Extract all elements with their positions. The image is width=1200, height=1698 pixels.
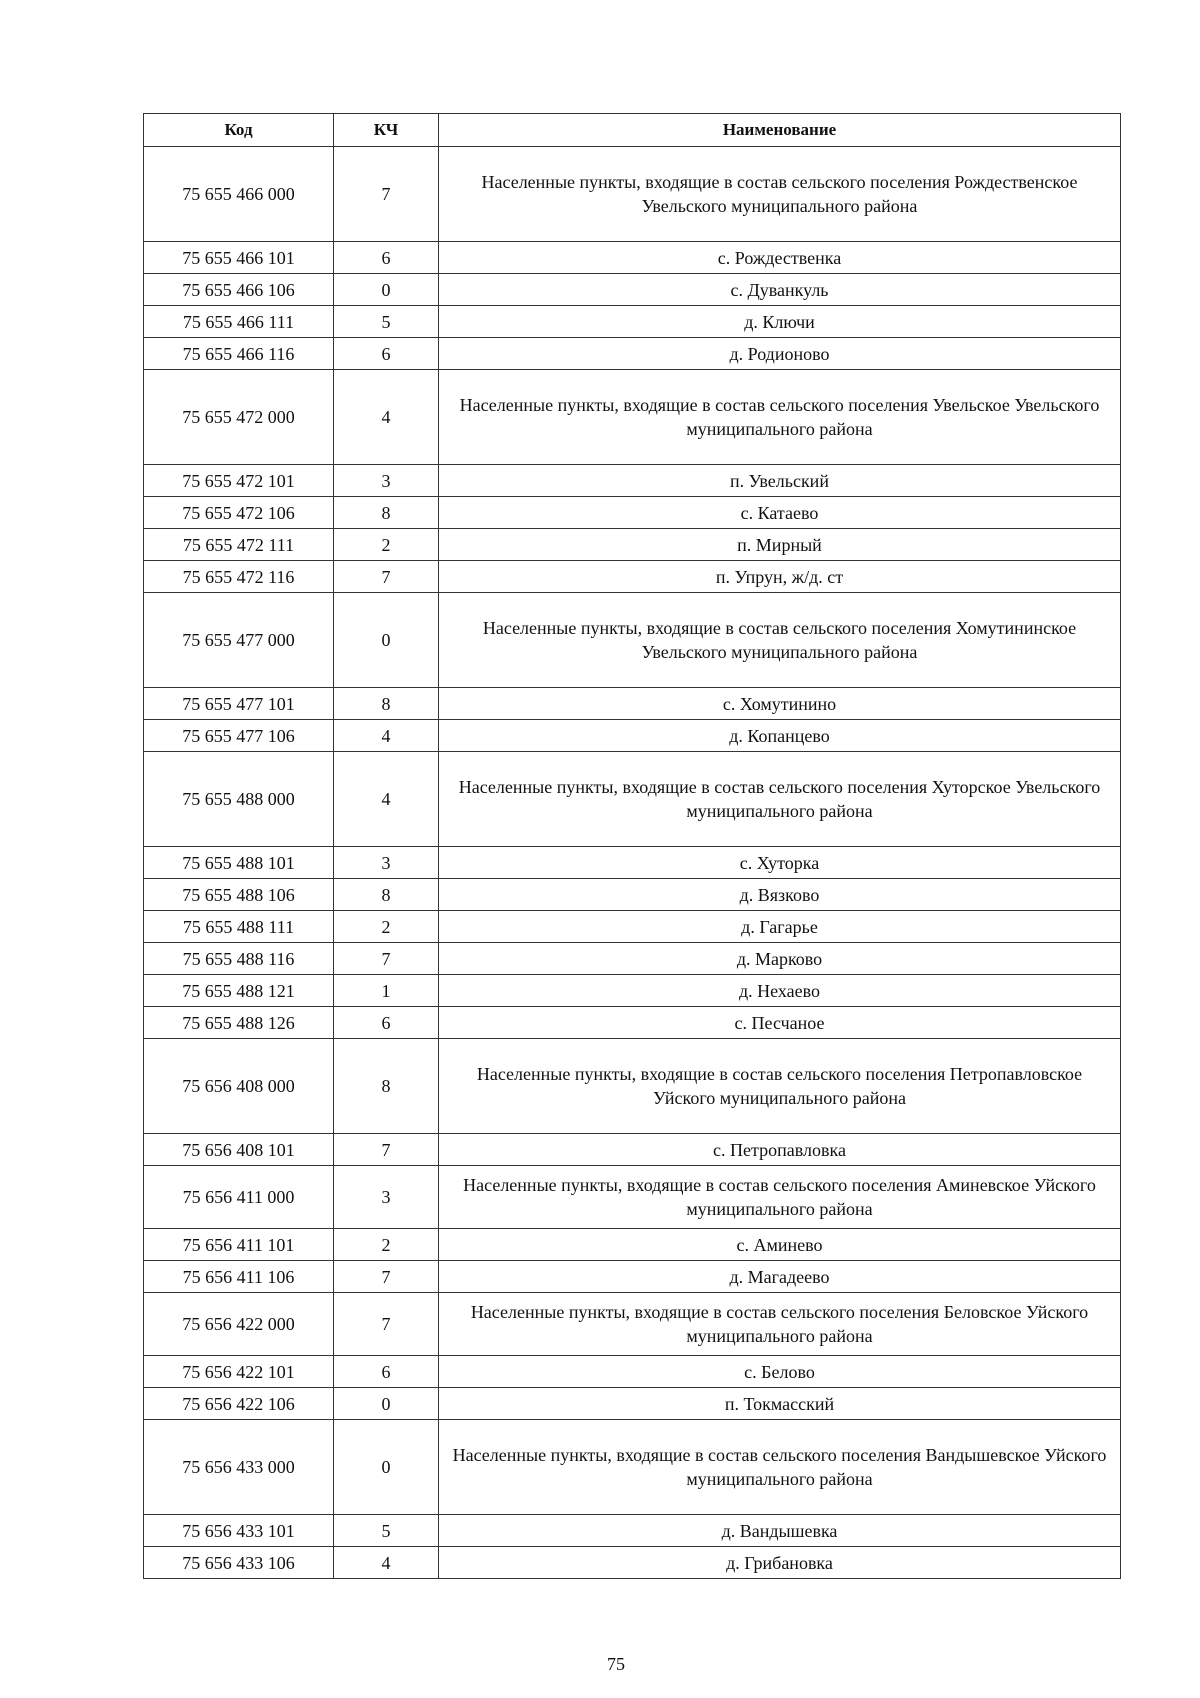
cell-kch: 5 xyxy=(334,306,439,338)
table-row xyxy=(144,688,1121,720)
cell-kch: 6 xyxy=(334,338,439,370)
cell-code: 75 655 472 101 xyxy=(144,465,334,497)
cell-code: 75 655 466 106 xyxy=(144,274,334,306)
column-header-kch: КЧ xyxy=(334,114,439,147)
cell-name: Населенные пункты, входящие в состав сельского поселения Аминевское Уйского муниципального района xyxy=(439,1166,1121,1229)
cell-kch: 2 xyxy=(334,1229,439,1261)
column-header-name: Наименование xyxy=(439,114,1121,147)
table-row-group xyxy=(144,1293,1121,1356)
cell-kch: 7 xyxy=(334,943,439,975)
cell-code: 75 655 477 000 xyxy=(144,593,334,688)
cell-code: 75 655 472 000 xyxy=(144,370,334,465)
table-row xyxy=(144,242,1121,274)
cell-kch: 4 xyxy=(334,720,439,752)
cell-code: 75 656 408 000 xyxy=(144,1039,334,1134)
cell-kch: 6 xyxy=(334,1356,439,1388)
table-row-group xyxy=(144,593,1121,688)
table-row xyxy=(144,720,1121,752)
cell-kch: 2 xyxy=(334,911,439,943)
cell-kch: 4 xyxy=(334,370,439,465)
cell-name: д. Копанцево xyxy=(439,720,1121,752)
table-row xyxy=(144,975,1121,1007)
cell-name: д. Вязково xyxy=(439,879,1121,911)
cell-name: с. Рождественка xyxy=(439,242,1121,274)
cell-code: 75 656 411 000 xyxy=(144,1166,334,1229)
cell-code: 75 656 411 101 xyxy=(144,1229,334,1261)
cell-kch: 3 xyxy=(334,1166,439,1229)
cell-kch: 0 xyxy=(334,1420,439,1515)
cell-kch: 2 xyxy=(334,529,439,561)
cell-name: п. Токмасский xyxy=(439,1388,1121,1420)
cell-name: с. Песчаное xyxy=(439,1007,1121,1039)
cell-code: 75 655 477 106 xyxy=(144,720,334,752)
cell-kch: 0 xyxy=(334,274,439,306)
table-row xyxy=(144,1134,1121,1166)
cell-name: д. Марково xyxy=(439,943,1121,975)
cell-kch: 7 xyxy=(334,1293,439,1356)
cell-name: д. Грибановка xyxy=(439,1547,1121,1579)
table-row xyxy=(144,274,1121,306)
table-row-group xyxy=(144,1039,1121,1134)
cell-code: 75 655 466 101 xyxy=(144,242,334,274)
cell-name: д. Вандышевка xyxy=(439,1515,1121,1547)
table-row xyxy=(144,1356,1121,1388)
settlements-code-table xyxy=(143,113,1121,1579)
table-row xyxy=(144,1547,1121,1579)
table-row xyxy=(144,306,1121,338)
cell-kch: 5 xyxy=(334,1515,439,1547)
table-row xyxy=(144,561,1121,593)
cell-name: д. Гагарье xyxy=(439,911,1121,943)
table-row xyxy=(144,911,1121,943)
cell-name: Населенные пункты, входящие в состав сельского поселения Беловское Уйского муниципального района xyxy=(439,1293,1121,1356)
cell-kch: 7 xyxy=(334,1134,439,1166)
table-row xyxy=(144,1229,1121,1261)
cell-kch: 8 xyxy=(334,879,439,911)
table-row-group xyxy=(144,370,1121,465)
table-row xyxy=(144,847,1121,879)
cell-code: 75 655 466 111 xyxy=(144,306,334,338)
table-row-group xyxy=(144,1420,1121,1515)
cell-name: с. Хуторка xyxy=(439,847,1121,879)
table-row xyxy=(144,1007,1121,1039)
cell-code: 75 656 422 000 xyxy=(144,1293,334,1356)
cell-code: 75 656 433 101 xyxy=(144,1515,334,1547)
cell-name: п. Упрун, ж/д. ст xyxy=(439,561,1121,593)
table-header-row xyxy=(144,114,1121,147)
cell-kch: 6 xyxy=(334,1007,439,1039)
cell-name: Населенные пункты, входящие в состав сельского поселения Хуторское Увельского муниципального района xyxy=(439,752,1121,847)
cell-name: с. Дуванкуль xyxy=(439,274,1121,306)
cell-name: п. Увельский xyxy=(439,465,1121,497)
cell-name: Населенные пункты, входящие в состав сельского поселения Хомутининское Увельского муниципального района xyxy=(439,593,1121,688)
cell-kch: 0 xyxy=(334,1388,439,1420)
cell-kch: 7 xyxy=(334,561,439,593)
cell-name: с. Катаево xyxy=(439,497,1121,529)
cell-code: 75 655 477 101 xyxy=(144,688,334,720)
table-row xyxy=(144,943,1121,975)
column-header-code: Код xyxy=(144,114,334,147)
cell-code: 75 656 433 000 xyxy=(144,1420,334,1515)
table-row xyxy=(144,879,1121,911)
cell-kch: 3 xyxy=(334,465,439,497)
cell-name: Населенные пункты, входящие в состав сельского поселения Петропавловское Уйского муниципального района xyxy=(439,1039,1121,1134)
cell-kch: 8 xyxy=(334,1039,439,1134)
cell-name: Населенные пункты, входящие в состав сельского поселения Вандышевское Уйского муниципального района xyxy=(439,1420,1121,1515)
cell-code: 75 655 472 116 xyxy=(144,561,334,593)
cell-code: 75 655 488 116 xyxy=(144,943,334,975)
table-row xyxy=(144,1515,1121,1547)
cell-kch: 7 xyxy=(334,1261,439,1293)
cell-name: Населенные пункты, входящие в состав сельского поселения Увельское Увельского муниципального района xyxy=(439,370,1121,465)
cell-code: 75 656 408 101 xyxy=(144,1134,334,1166)
cell-name: с. Петропавловка xyxy=(439,1134,1121,1166)
cell-code: 75 655 466 116 xyxy=(144,338,334,370)
cell-kch: 7 xyxy=(334,147,439,242)
cell-name: п. Мирный xyxy=(439,529,1121,561)
table-row xyxy=(144,529,1121,561)
table-row-group xyxy=(144,147,1121,242)
table-row xyxy=(144,465,1121,497)
cell-code: 75 656 411 106 xyxy=(144,1261,334,1293)
cell-code: 75 655 488 000 xyxy=(144,752,334,847)
cell-code: 75 655 488 126 xyxy=(144,1007,334,1039)
table-row xyxy=(144,1388,1121,1420)
cell-name: с. Белово xyxy=(439,1356,1121,1388)
cell-name: д. Магадеево xyxy=(439,1261,1121,1293)
cell-kch: 3 xyxy=(334,847,439,879)
cell-kch: 8 xyxy=(334,497,439,529)
cell-code: 75 655 488 111 xyxy=(144,911,334,943)
table-body xyxy=(144,147,1121,1579)
table-row-group xyxy=(144,752,1121,847)
cell-kch: 4 xyxy=(334,1547,439,1579)
table-row xyxy=(144,1261,1121,1293)
table-row-group xyxy=(144,1166,1121,1229)
cell-name: Населенные пункты, входящие в состав сельского поселения Рождественское Увельского муниципального района xyxy=(439,147,1121,242)
cell-kch: 1 xyxy=(334,975,439,1007)
cell-name: д. Ключи xyxy=(439,306,1121,338)
cell-code: 75 655 466 000 xyxy=(144,147,334,242)
cell-code: 75 655 472 106 xyxy=(144,497,334,529)
cell-kch: 0 xyxy=(334,593,439,688)
cell-code: 75 655 488 106 xyxy=(144,879,334,911)
cell-kch: 6 xyxy=(334,242,439,274)
cell-name: с. Хомутинино xyxy=(439,688,1121,720)
cell-kch: 4 xyxy=(334,752,439,847)
cell-name: с. Аминево xyxy=(439,1229,1121,1261)
page-number: 75 xyxy=(607,1654,625,1674)
table-row xyxy=(144,338,1121,370)
cell-code: 75 656 433 106 xyxy=(144,1547,334,1579)
cell-code: 75 655 472 111 xyxy=(144,529,334,561)
cell-code: 75 655 488 121 xyxy=(144,975,334,1007)
cell-name: д. Нехаево xyxy=(439,975,1121,1007)
cell-kch: 8 xyxy=(334,688,439,720)
cell-code: 75 655 488 101 xyxy=(144,847,334,879)
cell-name: д. Родионово xyxy=(439,338,1121,370)
table-row xyxy=(144,497,1121,529)
cell-code: 75 656 422 106 xyxy=(144,1388,334,1420)
cell-code: 75 656 422 101 xyxy=(144,1356,334,1388)
